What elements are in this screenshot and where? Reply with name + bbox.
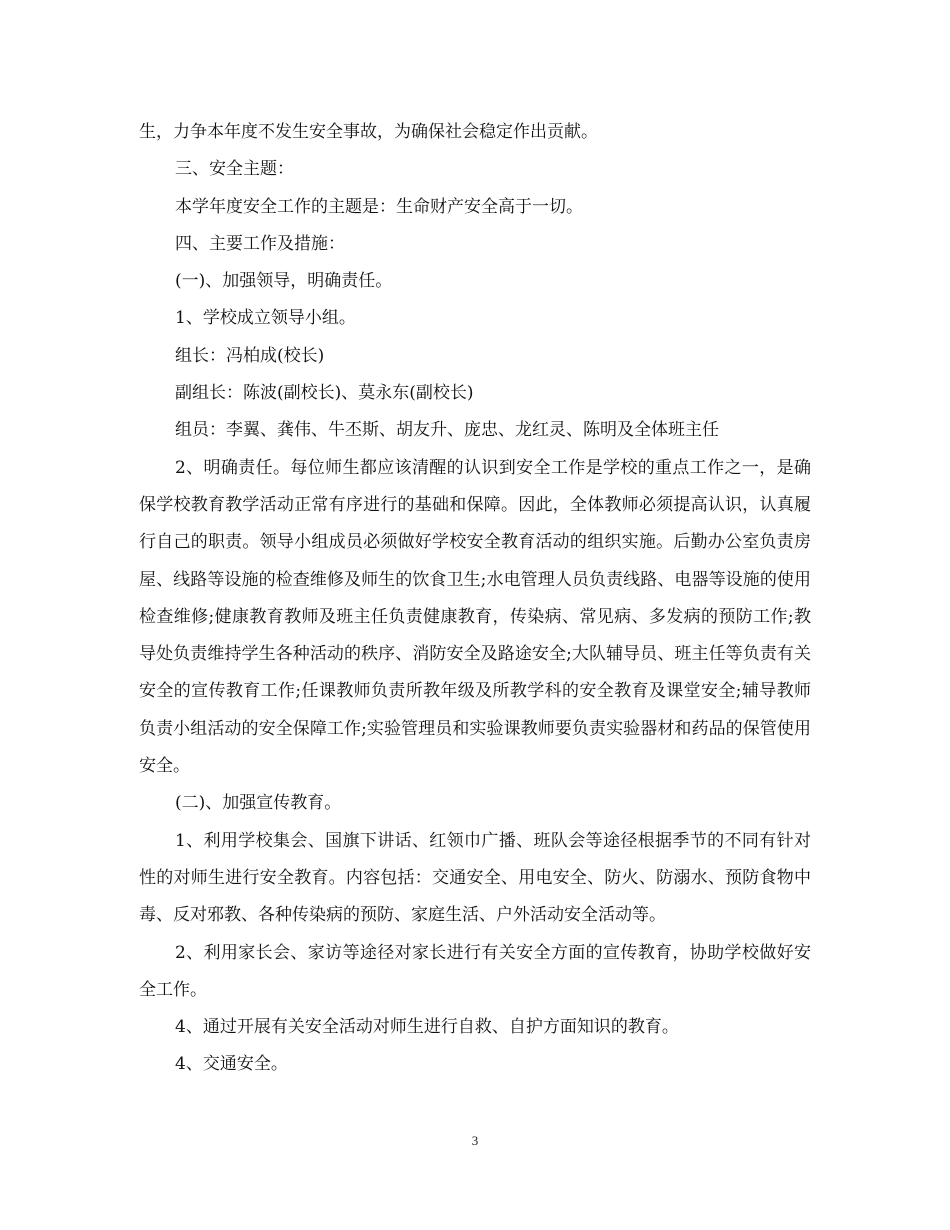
heading-safety-theme: 三、安全主题： <box>175 159 294 180</box>
paragraph-self-rescue: 4、通过开展有关安全活动对师生进行自救、自护方面知识的教育。 <box>175 1017 679 1038</box>
subheading-leadership: (一)、加强领导，明确责任。 <box>175 271 393 292</box>
deputy-leader-line: 副组长：陈波(副校长)、莫永东(副校长) <box>175 383 474 404</box>
paragraph-continuation: 生，力争本年度不发生安全事故，为确保社会稳定作出贡献。 <box>139 122 598 142</box>
group-leader-line: 组长：冯柏成(校长) <box>175 345 325 366</box>
paragraph-safety-theme: 本学年度安全工作的主题是：生命财产安全高于一切。 <box>175 196 583 217</box>
paragraph-parent-education: 2、利用家长会、家访等途径对家长进行有关安全方面的宣传教育，协助学校做好安全工作。 <box>139 942 811 1000</box>
paragraph-safety-education: 1、利用学校集会、国旗下讲话、红领巾广播、班队会等途径根据季节的不同有针对性的对师生进行安全教育。内容包括：交通安全、用电安全、防火、防溺水、预防食物中毒、反对邪教、各种传染病的预防、家庭生活、户外活动安全活动等。 <box>139 830 811 926</box>
page-number: 3 <box>471 1133 479 1148</box>
heading-main-work: 四、主要工作及措施： <box>175 233 345 254</box>
document-body <box>139 114 811 1084</box>
paragraph-traffic-safety: 4、交通安全。 <box>175 1054 288 1075</box>
paragraph-responsibilities: 2、明确责任。每位师生都应该清醒的认识到安全工作是学校的重点工作之一，是确保学校教育教学活动正常有序进行的基础和保障。因此，全体教师必须提高认识，认真履行自己的职责。领导小组成员必须做好学校安全教育活动的组织实施。后勤办公室负责房屋、线路等设施的检查维修及师生的饮食卫生;水电管理人员负责线路、电器等设施的使用检查维修;健康教育教师及班主任负责健康教育，传染病、常见病、多发病的预防工作;教导处负责维持学生各种活动的秩序、消防安全及路途安全;大队辅导员、班主任等负责有关安全的宣传教育工作;任课教师负责所教年级及所教学科的安全教育及课堂安全;辅导教师负责小组活动的安全保障工作;实验管理员和实验课教师要负责实验器材和药品的保管使用安全。 <box>139 457 811 777</box>
subheading-publicity: (二)、加强宣传教育。 <box>175 793 342 814</box>
item-leadership-group: 1、学校成立领导小组。 <box>175 308 356 329</box>
group-members-line: 组员：李翼、龚伟、牛丕斯、胡友升、庞忠、龙红灵、陈明及全体班主任 <box>175 420 719 441</box>
